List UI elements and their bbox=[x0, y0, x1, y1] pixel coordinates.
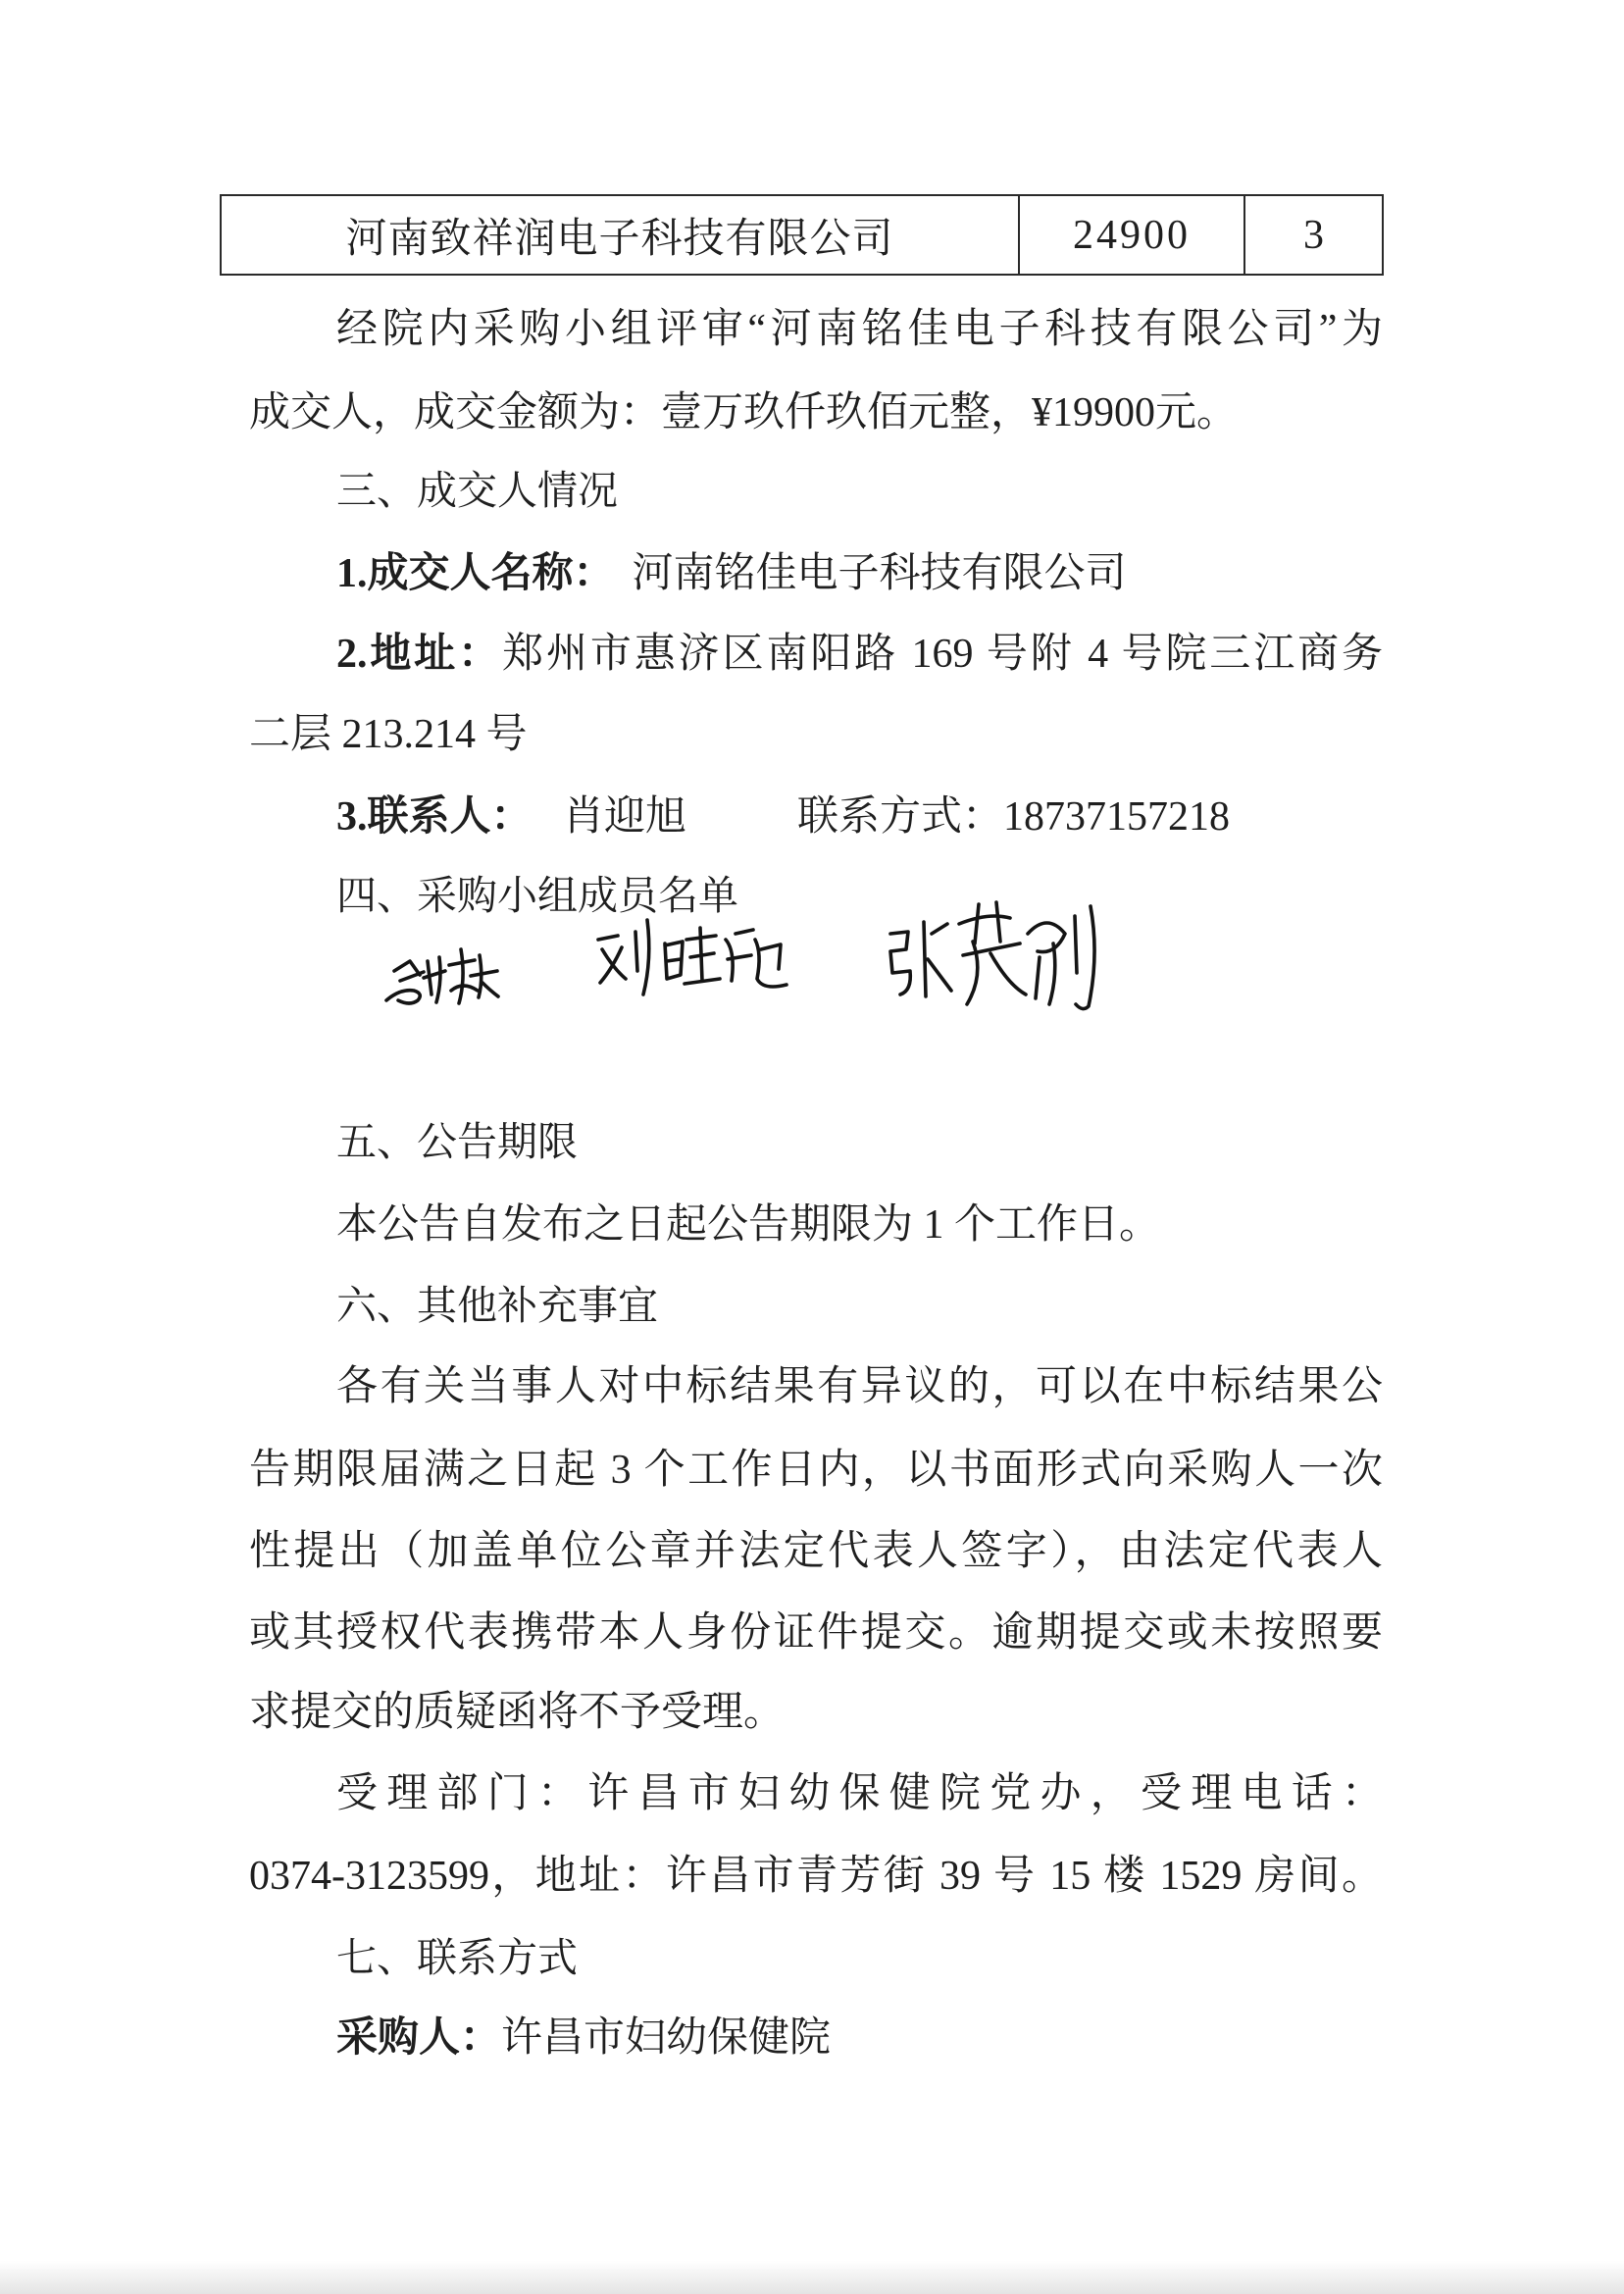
signature-1 bbox=[381, 932, 503, 1010]
objection-line-1: 各有关当事人对中标结果有异议的，可以在中标结果公 bbox=[336, 1364, 1383, 1409]
objection-line-3: 性提出（加盖单位公章并法定代表人签字），由法定代表人 bbox=[249, 1529, 1383, 1574]
objection-line-4: 或其授权代表携带本人身份证件提交。逾期提交或未按照要 bbox=[249, 1610, 1383, 1656]
rank-cell: 3 bbox=[1303, 212, 1324, 258]
winner-name-label: 1.成交人名称： bbox=[336, 551, 615, 596]
winner-address-label: 2.地址： bbox=[336, 632, 503, 677]
objection-line-2: 告期限届满之日起 3 个工作日内，以书面形式向采购人一次 bbox=[249, 1448, 1383, 1493]
quote-cell: 24900 bbox=[1020, 196, 1245, 274]
accepting-dept-line-2: 0374-3123599，地址：许昌市青芳街 39 号 15 楼 1529 房间。 bbox=[249, 1854, 1383, 1899]
contact-phone-value: 18737157218 bbox=[1003, 794, 1231, 840]
winner-contact-line bbox=[336, 788, 533, 846]
purchaser-label: 采购人： bbox=[336, 2015, 502, 2061]
evaluation-line-1: 经院内采购小组评审“河南铭佳电子科技有限公司”为 bbox=[336, 307, 1383, 352]
contact-phone-line bbox=[797, 788, 1230, 846]
section-7-heading: 七、联系方式 bbox=[336, 1934, 578, 1981]
accepting-dept-line-1: 受理部门：许昌市妇幼保健院党办，受理电话： bbox=[336, 1771, 1383, 1816]
contact-label: 3.联系人： bbox=[336, 794, 533, 840]
winner-name-value: 河南铭佳电子科技有限公司 bbox=[632, 551, 1127, 596]
section-3-heading: 三、成交人情况 bbox=[336, 467, 618, 514]
section-4-heading: 四、采购小组成员名单 bbox=[336, 872, 738, 919]
bidder-name-cell: 河南致祥润电子科技有限公司 bbox=[222, 196, 1020, 274]
section-5-heading: 五、公告期限 bbox=[336, 1118, 578, 1165]
winner-address-value: 郑州市惠济区南阳路 169 号附 4 号院三江商务 bbox=[502, 632, 1383, 677]
contact-phone-label: 联系方式： bbox=[797, 794, 1004, 840]
signature-3 bbox=[881, 894, 1116, 1016]
evaluation-line-2: 成交人，成交金额为：壹万玖仟玖佰元整，¥19900元。 bbox=[249, 390, 1239, 435]
scan-bottom-edge bbox=[0, 2261, 1624, 2294]
winner-address-line-2: 二层 213.214 号 bbox=[249, 712, 528, 757]
bid-result-table-row bbox=[220, 194, 1384, 276]
objection-line-5: 求提交的质疑函将不予受理。 bbox=[249, 1690, 786, 1735]
signature-2 bbox=[588, 910, 794, 1000]
notice-period-text: 本公告自发布之日起公告期限为 1 个工作日。 bbox=[336, 1202, 1161, 1248]
purchaser-line bbox=[336, 2009, 831, 2067]
winner-name-line bbox=[336, 544, 1127, 603]
winner-address-line-1 bbox=[336, 625, 1383, 684]
contact-person: 肖迎旭 bbox=[563, 794, 687, 840]
section-6-heading: 六、其他补充事宜 bbox=[336, 1282, 658, 1329]
purchaser-value: 许昌市妇幼保健院 bbox=[501, 2015, 832, 2061]
